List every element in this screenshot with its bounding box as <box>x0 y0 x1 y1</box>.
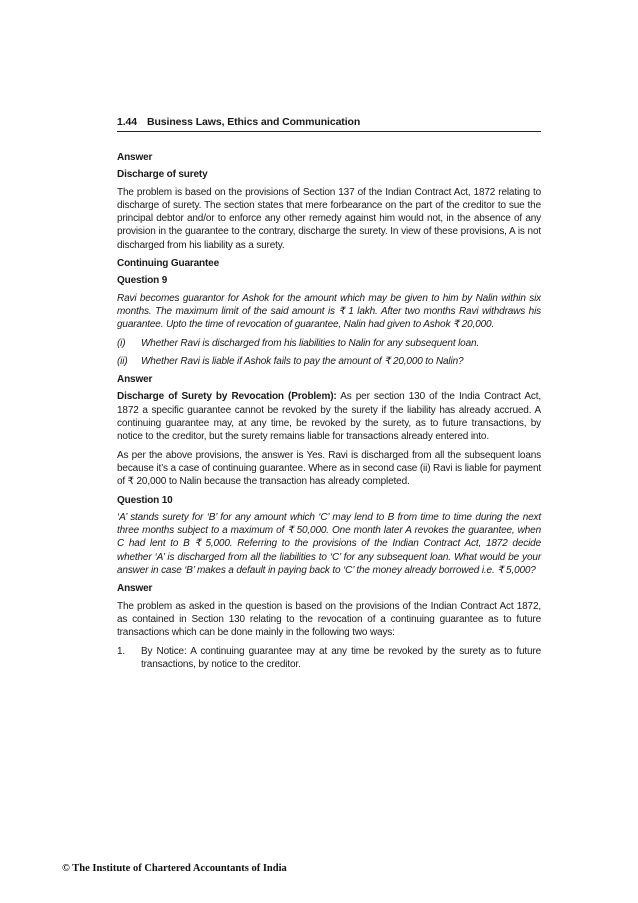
section-heading-continuing-guarantee: Continuing Guarantee <box>117 258 220 270</box>
question-9-text: Ravi becomes guarantor for Ashok for the amount which may be given to him by Nalin within six months. The maximum limit of the said amount is ₹ 1 lakh. After two months Ravi withdraws his guarantee. Upto the time of revocation of guarantee, Nalin had given to Ashok ₹ 20,000. <box>117 292 541 331</box>
list-item-label: (ii) <box>117 355 128 367</box>
list-item-label: (i) <box>117 337 126 349</box>
answer-3-paragraph: The problem as asked in the question is based on the provisions of the Indian Contract Act 1872, as contained in Section 130 relating to the revocation of a continuing guarantee as to future transactions which can be done mainly in the following two ways: <box>117 600 541 639</box>
discharge-paragraph: The problem is based on the provisions of Section 137 of the Indian Contract Act, 1872 relating to discharge of surety. The section states that mere forbearance on the part of the creditor to sue the principal debtor and/or to enforce any other remedy against him would not, in the absence of any provision in the guarantee to the contrary, discharge the surety. In view of these provisions, A is not discharged from his liability as a surety. <box>117 186 541 251</box>
list-item-label: 1. <box>117 645 126 657</box>
header-title: Business Laws, Ethics and Communication <box>147 116 361 128</box>
revocation-lead: Discharge of Surety by Revocation (Problem): <box>117 391 337 403</box>
list-item-text: Whether Ravi is liable if Ashok fails to pay the amount of ₹ 20,000 to Nalin? <box>141 355 464 367</box>
list-item <box>117 337 541 350</box>
list-item <box>117 645 541 672</box>
list-item-text: By Notice: A continuing guarantee may at any time be revoked by the surety as to future transactions, by notice to the creditor. <box>141 645 541 670</box>
page-content <box>117 151 541 676</box>
answer-heading: Answer <box>117 583 153 595</box>
question-10-heading: Question 10 <box>117 494 173 506</box>
question-10-text: ‘A’ stands surety for ‘B’ for any amount which ‘C’ may lend to B from time to time during the next three months subject to a maximum of ₹ 50,000. One month later A revokes the guarantee, when C had lent to B ₹ 5,000. Referring to the provisions of the Indian Contract Act, 1872 decide whether ‘A’ is discharged from all the liabilities to ‘C’ for any subsequent loan. What would be your answer in case ‘B’ makes a default in paying back to ‘C’ the money already borrowed i.e. ₹ 5,000? <box>117 511 541 577</box>
page-footer: © The Institute of Chartered Accountants of India <box>62 863 287 874</box>
running-header <box>117 116 541 132</box>
list-item <box>117 355 541 368</box>
revocation-paragraph <box>117 390 541 443</box>
page-number: 1.44 <box>117 116 138 128</box>
revocation-paragraph-2: As per the above provisions, the answer is Yes. Ravi is discharged from all the subsequent loans because it’s a case of continuing guarantee. Where as in second case (ii) Ravi is liable for payment of ₹ 20,000 to Nalin because the transaction has already completed. <box>117 449 541 488</box>
answer-heading: Answer <box>117 152 153 163</box>
list-item-text: Whether Ravi is discharged from his liabilities to Nalin for any subsequent loan. <box>141 337 480 349</box>
answer-heading: Answer <box>117 374 153 386</box>
question-9-heading: Question 9 <box>117 275 168 287</box>
section-heading-discharge-of-surety: Discharge of surety <box>117 169 208 181</box>
revocation-text: As per section 130 of the India Contract Act, 1872 a specific guarantee cannot be revoked by the surety if the liability has already accrued. A continuing guarantee may, at any time, be revoked by the surety, as to future transactions, by notice to the creditor, but the surety remains liable for transactions already entered into. <box>117 391 541 443</box>
